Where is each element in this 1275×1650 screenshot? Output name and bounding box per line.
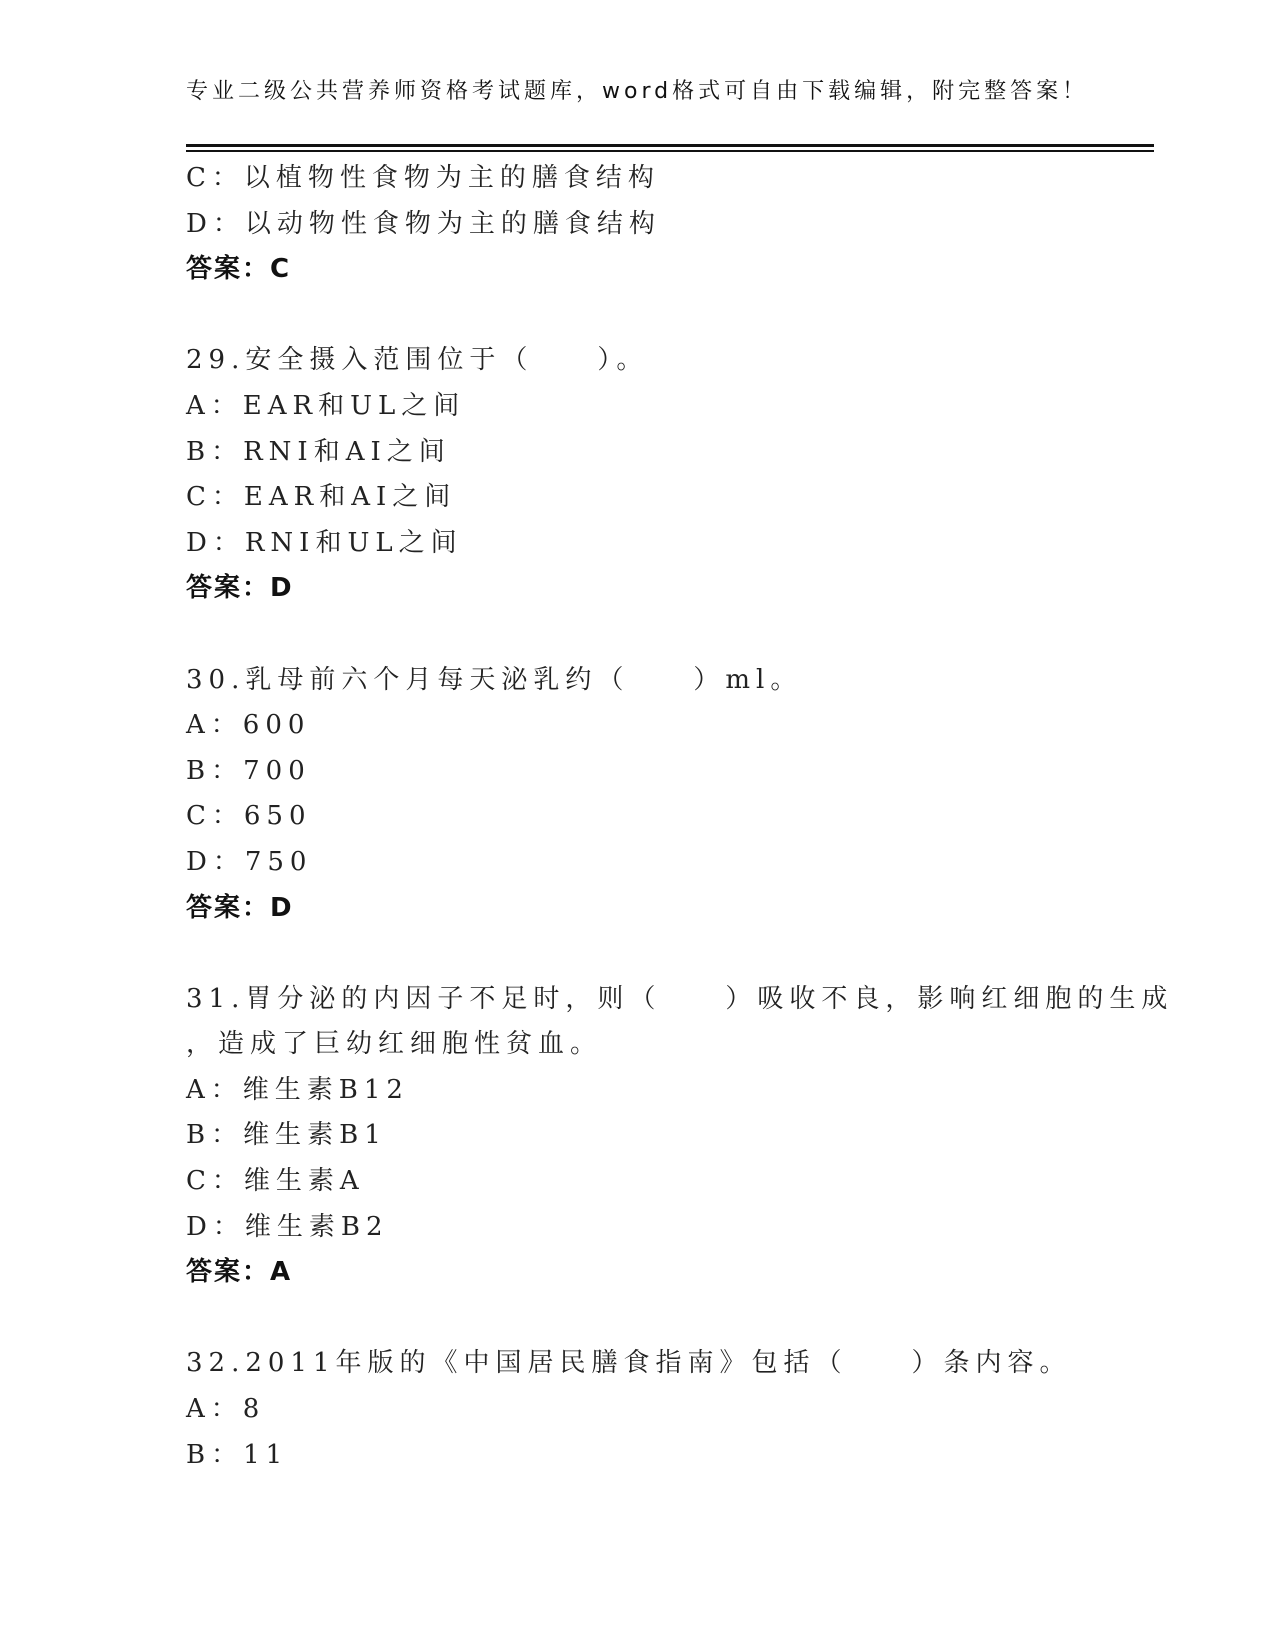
spacer bbox=[186, 612, 1086, 658]
option-c: C：650 bbox=[186, 801, 312, 832]
question-stem: 32.2011年版的《中国居民膳食指南》包括（ ）条内容。 bbox=[186, 1348, 1072, 1379]
question-stem: 30.乳母前六个月每天泌乳约（ ）ml。 bbox=[186, 664, 803, 695]
question-32 bbox=[186, 1341, 1086, 1478]
answer-line: 答案：A bbox=[186, 1257, 293, 1288]
option-d: D：RNI和UL之间 bbox=[186, 527, 463, 558]
spacer bbox=[186, 931, 1086, 977]
answer-line: 答案：D bbox=[186, 892, 294, 923]
option-b: B：11 bbox=[186, 1439, 289, 1470]
spacer bbox=[186, 1296, 1086, 1342]
question-30 bbox=[186, 658, 1086, 932]
page-header: 专业二级公共营养师资格考试题库，word格式可自由下载编辑，附完整答案！ bbox=[186, 79, 1089, 104]
question-stem-continuation: ，造成了巨幼红细胞性贫血。 bbox=[186, 1029, 603, 1060]
option-a: A：EAR和UL之间 bbox=[186, 390, 466, 421]
option-c: C：EAR和AI之间 bbox=[186, 482, 457, 513]
option-c: C：以植物性食物为主的膳食结构 bbox=[186, 163, 660, 193]
option-b: B：RNI和AI之间 bbox=[186, 436, 451, 467]
question-stem: 29.安全摄入范围位于（ ）。 bbox=[186, 345, 649, 376]
answer-line: 答案：D bbox=[186, 573, 294, 604]
option-c: C：维生素A bbox=[186, 1166, 365, 1197]
option-b: B：维生素B1 bbox=[186, 1120, 387, 1151]
document-body bbox=[186, 156, 1174, 1478]
option-a: A：8 bbox=[186, 1394, 266, 1425]
spacer bbox=[186, 293, 1086, 339]
option-d: D：以动物性食物为主的膳食结构 bbox=[186, 208, 661, 239]
previous-question bbox=[186, 156, 1086, 293]
option-b: B：700 bbox=[186, 755, 311, 786]
option-a: A：600 bbox=[186, 710, 311, 741]
option-d: D：750 bbox=[186, 846, 313, 877]
question-29 bbox=[186, 338, 1086, 612]
option-d: D：维生素B2 bbox=[186, 1211, 389, 1242]
answer-line: 答案：C bbox=[186, 254, 292, 285]
header-rule-thick bbox=[186, 144, 1154, 147]
header-rule-thin bbox=[186, 150, 1154, 152]
question-stem: 31.胃分泌的内因子不足时，则（ ）吸收不良，影响红细胞的生成 bbox=[186, 983, 1174, 1014]
option-a: A：维生素B12 bbox=[186, 1074, 409, 1105]
question-31 bbox=[186, 977, 1174, 1296]
